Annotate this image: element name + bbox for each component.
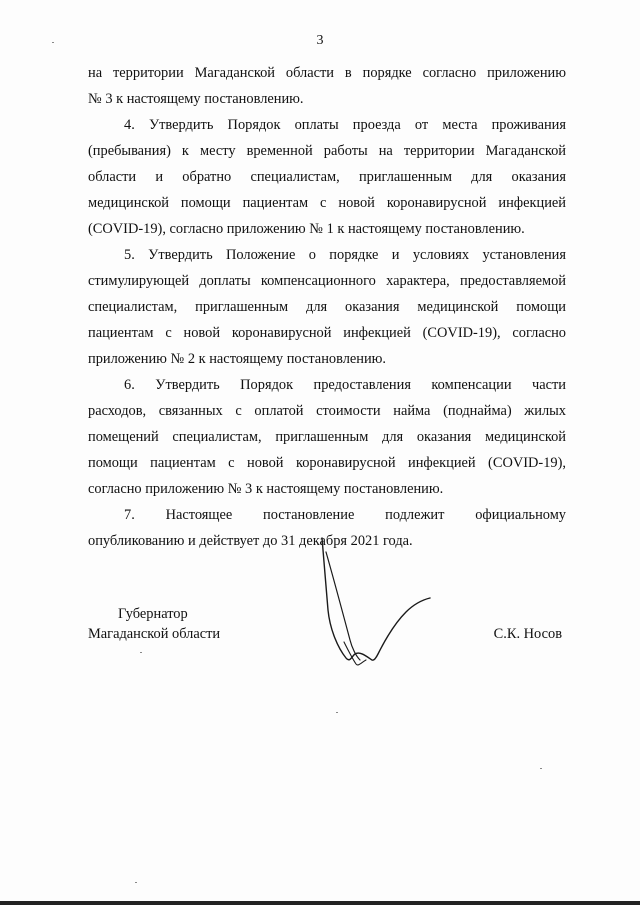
scan-speck (540, 768, 542, 769)
paragraph-4-line-5: (COVID-19), согласно приложению № 1 к настоящему постановлению. (88, 221, 525, 237)
scan-speck (135, 882, 137, 883)
scan-bottom-edge (0, 901, 640, 905)
paragraph-5-line-1: 5. Утвердить Положение о порядке и условиях установления (124, 247, 566, 263)
paragraph-4-line-3: области и обратно специалистам, приглашенным для оказания (88, 169, 566, 185)
signatory-title-line-1: Губернатор (118, 606, 188, 622)
paragraph-continuation-line-2: № 3 к настоящему постановлению. (88, 91, 304, 107)
signatory-name: С.К. Носов (493, 626, 562, 642)
paragraph-6-line-4: помощи пациентам с новой коронавирусной инфекцией (COVID-19), (88, 455, 566, 471)
paragraph-continuation-line-1: на территории Магаданской области в порядке согласно приложению (88, 65, 566, 81)
scan-speck (140, 652, 142, 653)
paragraph-7-line-1: 7. Настоящее постановление подлежит официальному (124, 507, 566, 523)
paragraph-5-line-4: пациентам с новой коронавирусной инфекцией (COVID-19), согласно (88, 325, 566, 341)
paragraph-6-line-3: помещений специалистам, приглашенным для оказания медицинской (88, 429, 566, 445)
paragraph-4-line-1: 4. Утвердить Порядок оплаты проезда от места проживания (124, 117, 566, 133)
document-body (88, 60, 566, 554)
page-number: 3 (316, 33, 324, 48)
paragraph-7-line-2: опубликованию и действует до 31 декабря 2021 года. (88, 533, 413, 549)
signatory-title-line-2: Магаданской области (88, 626, 221, 642)
paragraph-5-line-5: приложению № 2 к настоящему постановлению. (88, 351, 387, 367)
paragraph-5-line-2: стимулирующей доплаты компенсационного характера, предоставляемой (88, 273, 566, 289)
paragraph-4-line-2: (пребывания) к месту временной работы на территории Магаданской (88, 143, 566, 159)
paragraph-4-line-4: медицинской помощи пациентам с новой коронавирусной инфекцией (88, 195, 566, 211)
signature-block (88, 604, 566, 684)
paragraph-6-line-1: 6. Утвердить Порядок предоставления компенсации части (124, 377, 566, 393)
scan-speck (336, 712, 338, 713)
scan-speck (52, 42, 54, 43)
paragraph-6-line-2: расходов, связанных с оплатой стоимости найма (поднайма) жилых (88, 403, 566, 419)
paragraph-6-line-5: согласно приложению № 3 к настоящему постановлению. (88, 481, 444, 497)
paragraph-5-line-3: специалистам, приглашенным для оказания медицинской помощи (88, 299, 566, 315)
